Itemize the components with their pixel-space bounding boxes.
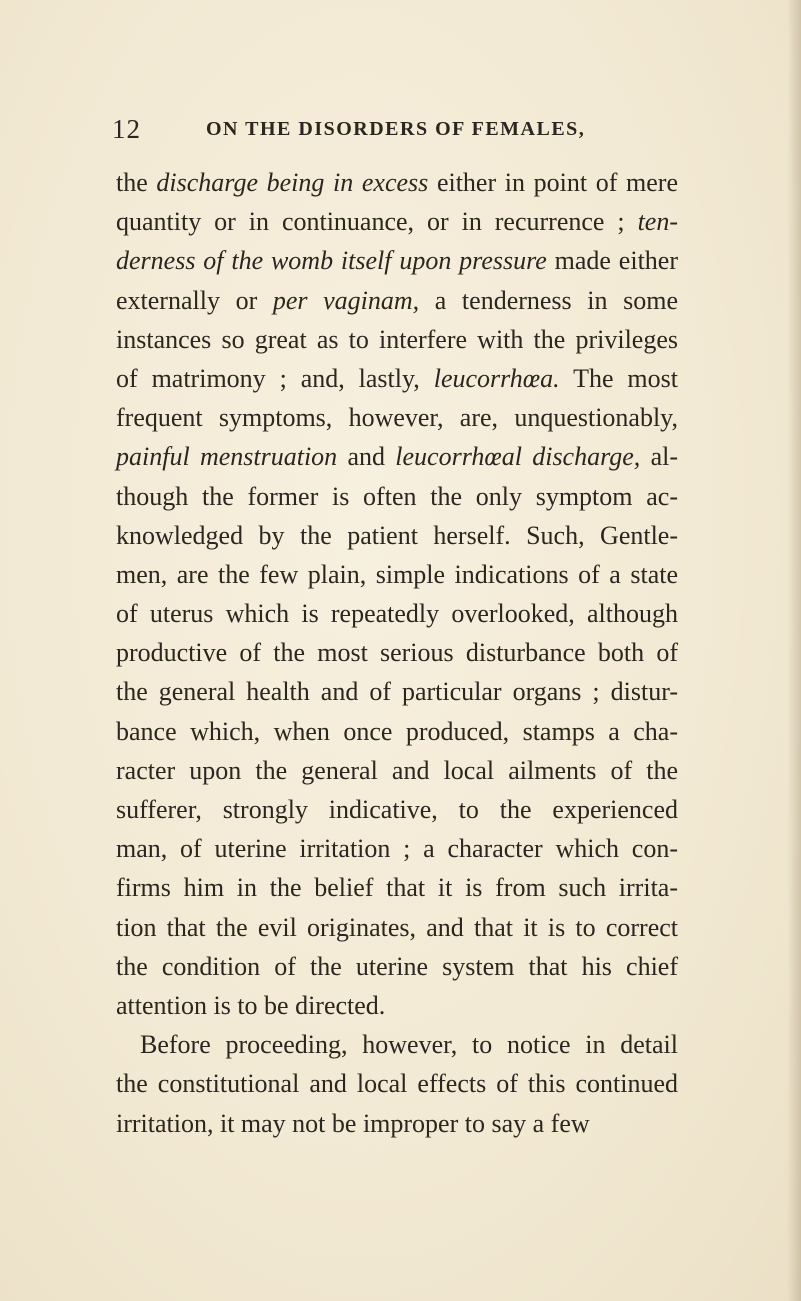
text-run: firms him in the belief that it is from such irrita- [116, 873, 678, 903]
text-line [116, 241, 678, 280]
text-line [116, 202, 678, 241]
text-line [116, 712, 678, 751]
text-line [116, 986, 678, 1025]
text-line [116, 829, 678, 868]
text-line [116, 790, 678, 829]
text-line [116, 908, 678, 947]
text-run: men, are the few plain, simple indications of a state [116, 559, 678, 589]
page-number: 12 [112, 114, 141, 144]
italic-text-run: derness of the womb itself upon pressure [116, 246, 547, 276]
text-line [116, 320, 678, 359]
text-run: and [337, 442, 396, 472]
italic-text-run: per vaginam, [272, 285, 420, 315]
text-line [116, 281, 678, 320]
text-line [116, 516, 678, 555]
text-line [116, 477, 678, 516]
italic-text-run: painful menstruation [116, 442, 338, 472]
text-line [116, 359, 678, 398]
text-run: sufferer, strongly indicative, to the experienced [116, 795, 678, 824]
text-run: productive of the most serious disturbance both of [116, 638, 678, 668]
text-run: externally or [116, 285, 273, 315]
text-line [116, 672, 678, 711]
text-run: Before proceeding, however, to notice in detail [140, 1030, 678, 1060]
text-run: knowledged by the patient herself. Such, Gentle- [116, 520, 678, 550]
text-run: quantity or in continuance, or in recurrence ; [116, 207, 638, 237]
text-line [116, 1064, 678, 1103]
body-text [116, 163, 678, 1143]
text-run: attention is to be directed. [116, 990, 386, 1020]
text-run: racter upon the general and local ailments of the [116, 755, 678, 785]
text-line [116, 868, 678, 907]
text-line [116, 751, 678, 790]
running-head: ON THE DISORDERS OF FEMALES, [206, 118, 586, 140]
text-run: frequent symptoms, however, are, unquestionably, [116, 403, 678, 433]
text-line [116, 398, 678, 437]
text-run: of matrimony ; and, lastly, [116, 363, 434, 393]
text-run: al- [640, 442, 678, 472]
text-run: instances so great as to interfere with the privileges [116, 324, 678, 354]
text-line [116, 555, 678, 594]
text-run: bance which, when once produced, stamps a cha- [116, 716, 678, 746]
italic-text-run: discharge being in excess [156, 168, 429, 197]
text-line [116, 633, 678, 672]
text-run: tion that the evil originates, and that it is to correct [116, 912, 678, 942]
text-line [116, 947, 678, 986]
text-run: man, of uterine irritation ; a character which con- [116, 834, 678, 864]
text-run: though the former is often the only symptom ac- [116, 481, 678, 511]
text-run: irritation, it may not be improper to say a few [116, 1108, 590, 1138]
text-line [116, 437, 678, 476]
text-run: a tenderness in some [419, 285, 678, 315]
text-run: of uterus which is repeatedly overlooked, although [116, 599, 678, 629]
text-run: the [116, 168, 157, 197]
page-header [112, 114, 632, 150]
text-run: the condition of the uterine system that his chief [116, 951, 678, 981]
text-line [116, 1025, 678, 1064]
italic-text-run: ten- [637, 207, 678, 237]
text-run: the constitutional and local effects of this continued [116, 1069, 678, 1099]
italic-text-run: leucorrhœa. [433, 363, 560, 393]
text-line [116, 1104, 678, 1143]
text-run: the general health and of particular organs ; distur- [116, 677, 678, 707]
text-run: either in point of mere [428, 168, 678, 197]
text-run: made either [546, 246, 678, 276]
page-edge-shadow [787, 0, 801, 1301]
text-run: The most [559, 363, 678, 393]
text-line [116, 163, 678, 202]
text-line [116, 594, 678, 633]
italic-text-run: leucorrhœal discharge, [395, 442, 641, 472]
